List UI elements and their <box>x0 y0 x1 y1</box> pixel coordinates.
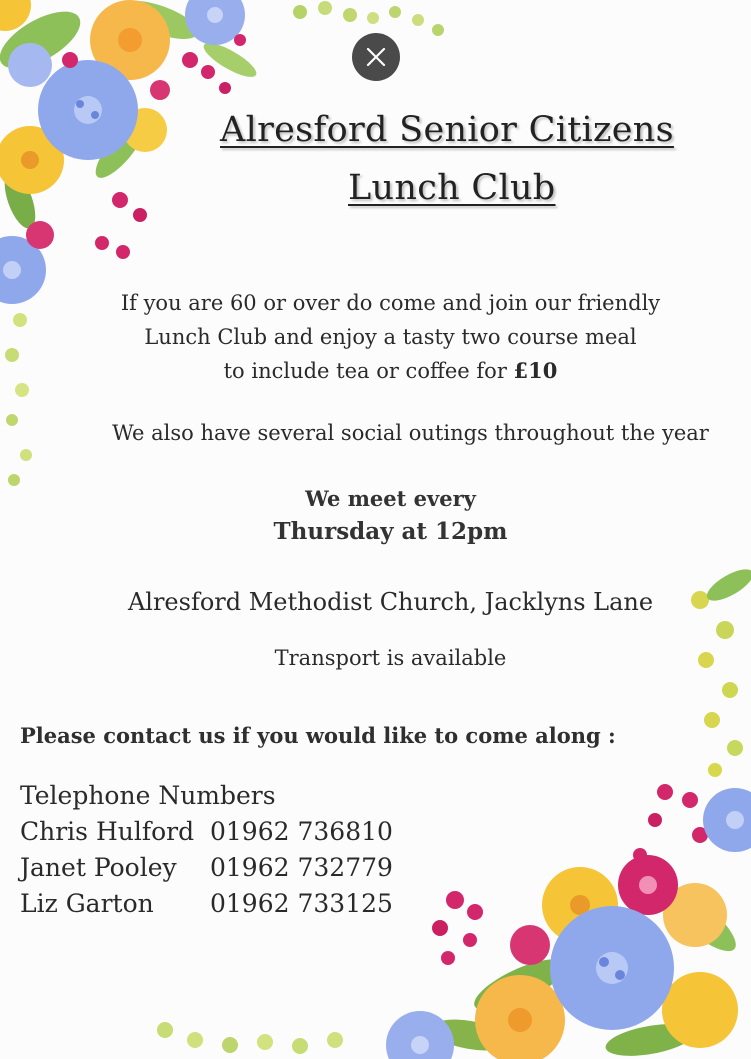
contact-number: 01962 733125 <box>210 889 393 918</box>
contact-number: 01962 736810 <box>210 817 393 846</box>
close-icon <box>365 46 387 68</box>
contact-name: Janet Pooley <box>20 853 177 882</box>
phone-list <box>20 778 393 922</box>
phone-entry <box>20 886 393 922</box>
meeting-line-2: Thursday at 12pm <box>273 518 508 545</box>
phone-entry <box>20 814 393 850</box>
title-line-1: Alresford Senior Citizens <box>220 110 674 150</box>
contact-name: Chris Hulford <box>20 817 195 846</box>
intro-line-2: Lunch Club and enjoy a tasty two course meal <box>144 325 637 349</box>
outings-text: We also have several social outings throughout the year <box>112 421 709 445</box>
contact-number: 01962 732779 <box>210 853 393 882</box>
intro-line-3-text: to include tea or coffee for <box>223 359 514 383</box>
contact-heading: Please contact us if you would like to come along : <box>20 723 616 748</box>
phone-entry <box>20 850 393 886</box>
intro-line-3 <box>0 354 751 388</box>
title-line-2: Lunch Club <box>348 168 556 208</box>
close-button[interactable] <box>352 33 400 81</box>
contact-name: Liz Garton <box>20 889 154 918</box>
intro-line-1: If you are 60 or over do come and join our friendly <box>120 291 661 315</box>
price: £10 <box>513 358 558 383</box>
phone-list-heading: Telephone Numbers <box>20 781 276 810</box>
transport-text: Transport is available <box>274 646 507 670</box>
venue-text: Alresford Methodist Church, Jacklyns Lane <box>127 588 654 616</box>
meeting-line-1: We meet every <box>305 486 476 511</box>
intro-paragraph <box>0 286 751 388</box>
